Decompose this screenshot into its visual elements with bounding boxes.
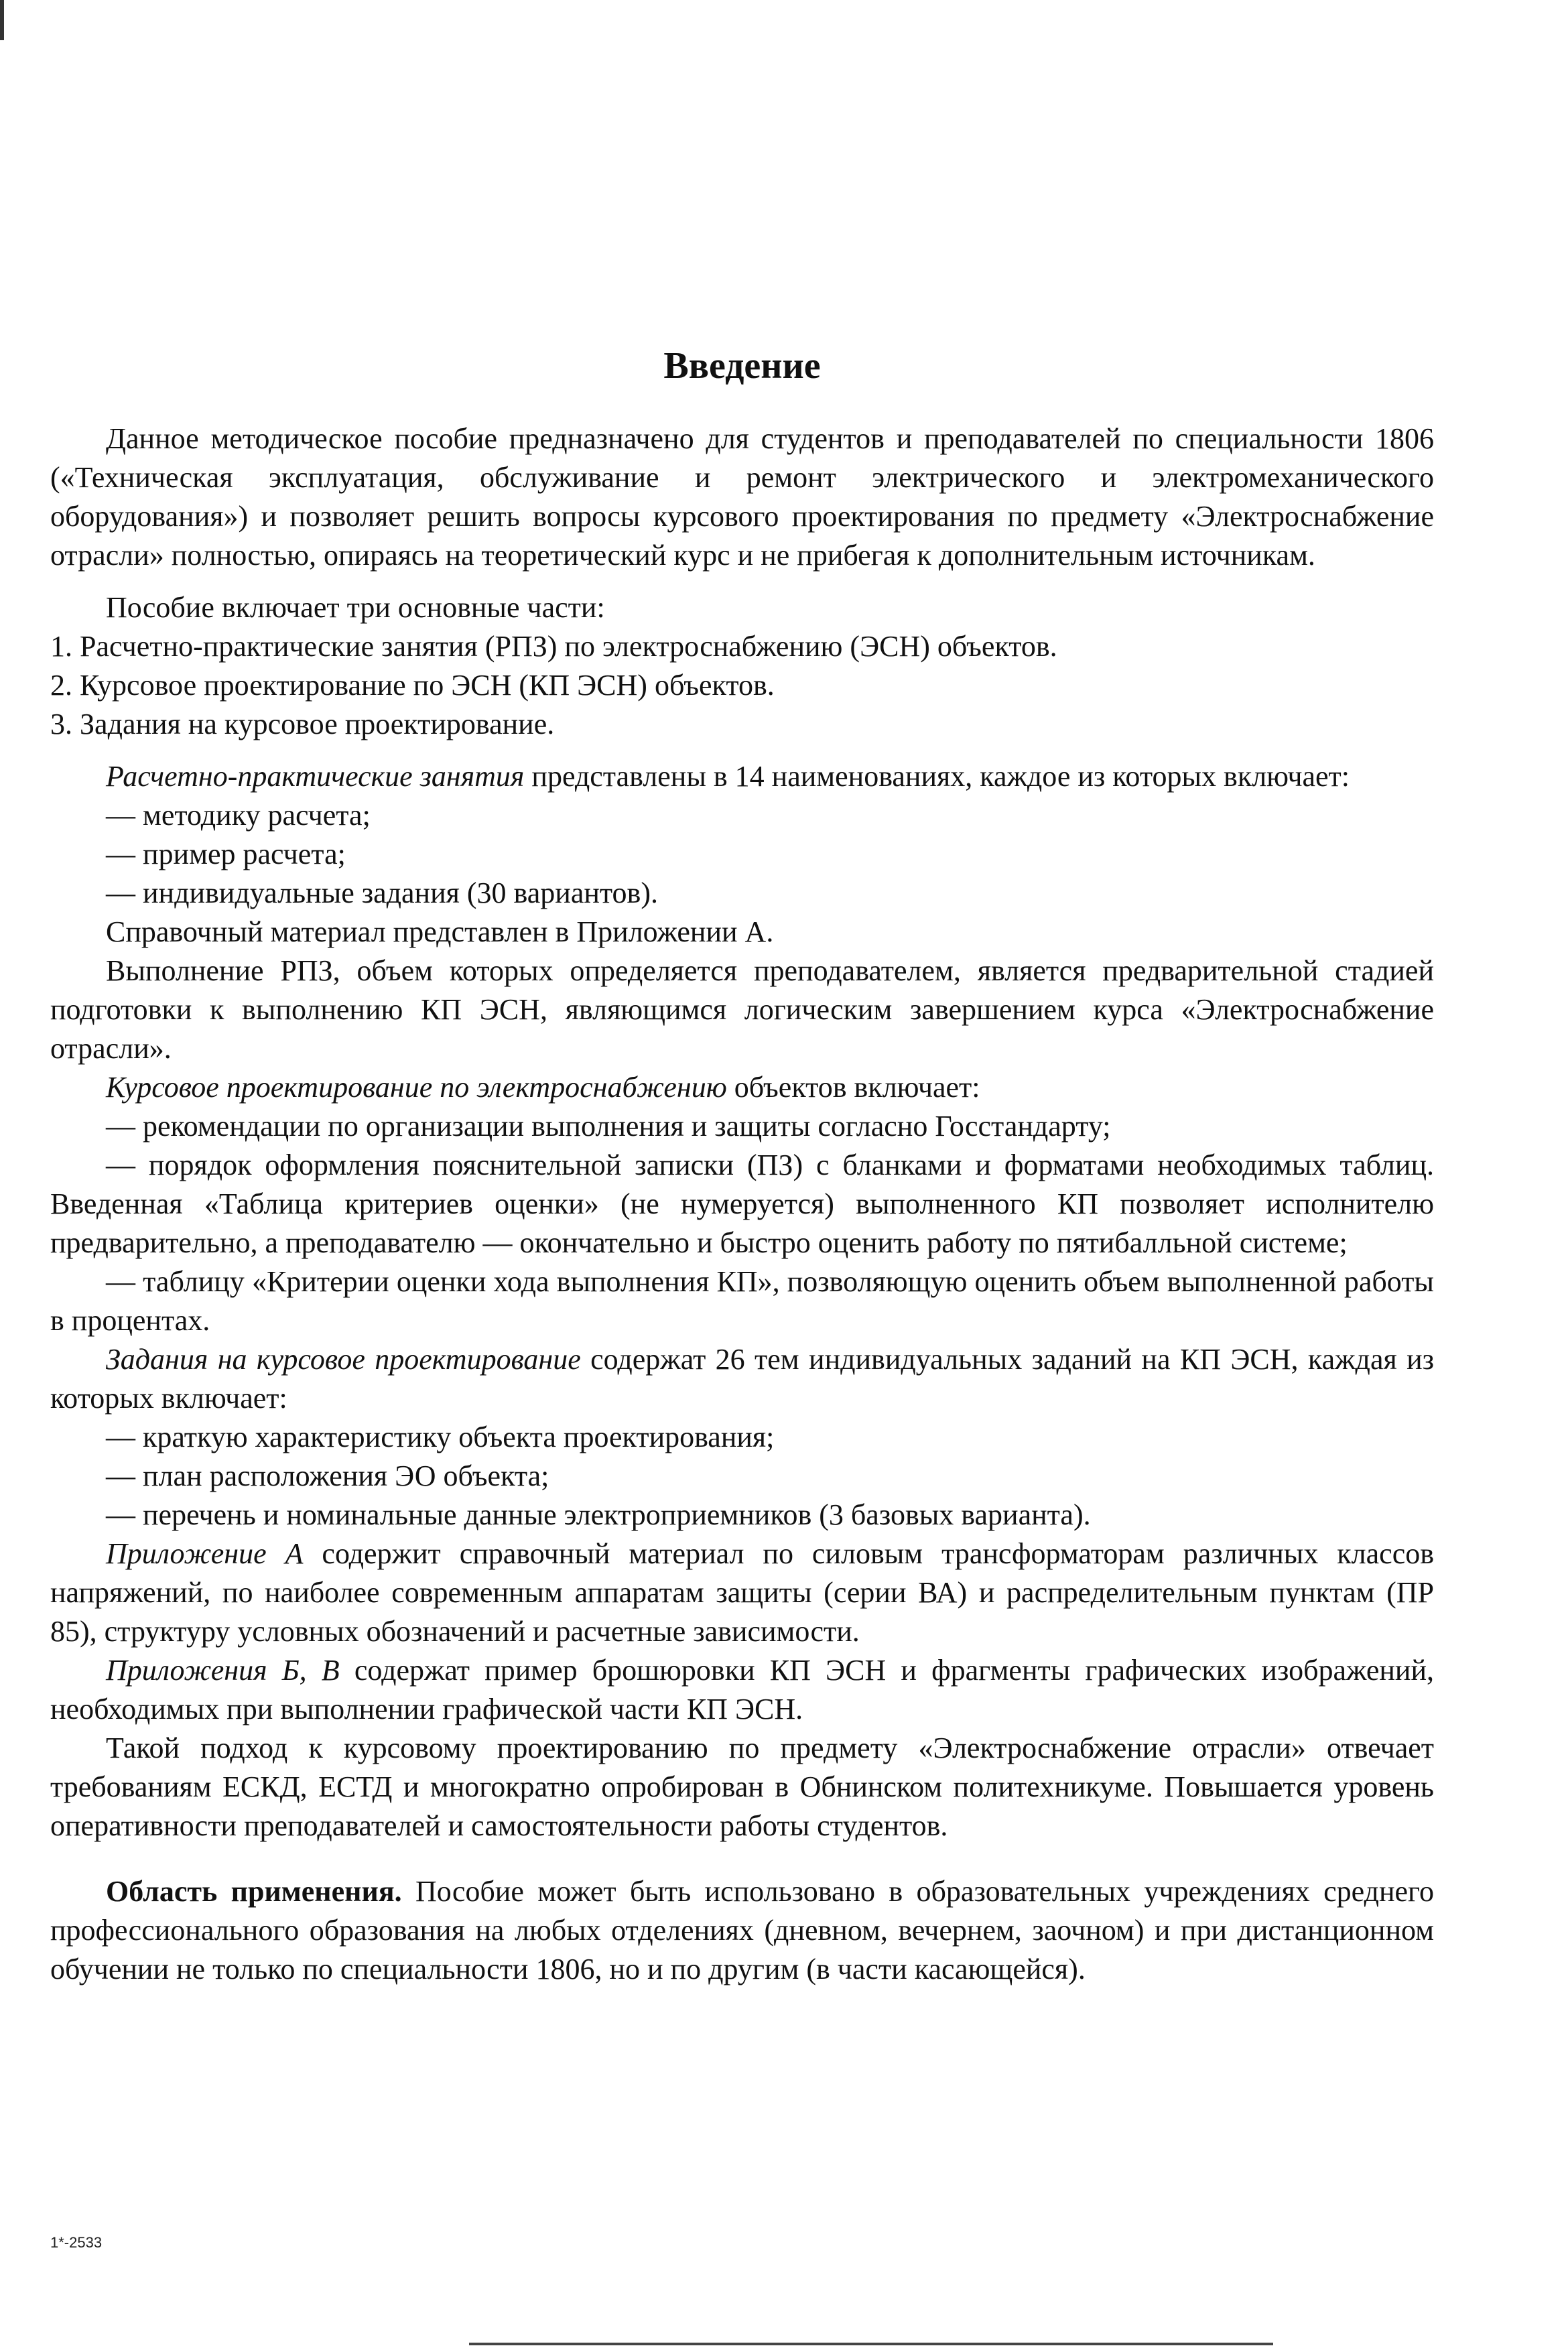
paragraph-kp: Курсовое проектирование по электроснабжению объектов включает: [106, 1071, 980, 1104]
paragraph-scope: Область применения. Пособие может быть использовано в образовательных учреждениях среднего профессионального образования на любых отделениях (дневном, вечернем, заочном) и при дистанционном обучении не только по специальности 1806, но и по другим (в части касающейся). [50, 1875, 1434, 1985]
list-item-kp-2: — порядок оформления пояснительной записки (ПЗ) с бланками и форматами необходимых таблиц. Введенная «Таблица критериев оценки» (не нумеруется) выполненного КП позволяет исполнителю предварительно, а преподавателю — окончательно и быстро оценить работу по пятибалльной системе; [50, 1149, 1434, 1259]
list-item-task-3: — перечень и номинальные данные электроприемников (3 базовых варианта). [106, 1498, 1091, 1531]
list-item-part-2: 2. Курсовое проектирование по ЭСН (КП ЭСН) объектов. [50, 669, 775, 702]
paragraph-rpz: Расчетно-практические занятия представлены в 14 наименованиях, каждое из которых включает: [106, 760, 1350, 793]
list-item-part-3: 3. Задания на курсовое проектирование. [50, 708, 555, 740]
list-item-task-1: — краткую характеристику объекта проектирования; [106, 1421, 775, 1453]
paragraph-intro: Данное методическое пособие предназначено для студентов и преподавателей по специальности 1806 («Техническая эксплуатация, обслуживание и ремонт электрического и электромеханического оборудования») и позволяет решить вопросы курсового проектирования по предмету «Электроснабжение отрасли» полностью, опираясь на теоретический курс и не прибегая к дополнительным источникам. [50, 422, 1434, 572]
paragraph-parts-intro: Пособие включает три основные части: [106, 591, 605, 624]
tasks-heading: Задания на курсовое проектирование [106, 1343, 581, 1376]
scan-edge-line [469, 2343, 1273, 2345]
paragraph-rpz-stage: Выполнение РПЗ, объем которых определяется преподавателем, является предварительной стадией подготовки к выполнению КП ЭСН, являющимся логическим завершением курса «Электроснабжение отрасли». [50, 954, 1434, 1065]
kp-heading: Курсовое проектирование по электроснабжению [106, 1071, 727, 1104]
list-item-rpz-3: — индивидуальные задания (30 вариантов). [106, 876, 658, 909]
appendix-bv-heading: Приложения Б, В [106, 1654, 340, 1687]
rpz-heading: Расчетно-практические занятия [106, 760, 525, 793]
scope-heading: Область применения. [106, 1875, 402, 1908]
paragraph-appendix-bv: Приложения Б, В содержат пример брошюровки КП ЭСН и фрагменты графических изображений, необходимых при выполнении графической части КП ЭСН. [50, 1654, 1434, 1725]
list-item-kp-3: — таблицу «Критерии оценки хода выполнения КП», позволяющую оценить объем выполненной работы в процентах. [50, 1265, 1434, 1337]
list-item-rpz-2: — пример расчета; [106, 838, 346, 870]
scan-edge-mark [0, 0, 4, 40]
list-item-kp-1: — рекомендации по организации выполнения и защиты согласно Госстандарту; [106, 1110, 1111, 1143]
paragraph-tasks: Задания на курсовое проектирование содержат 26 тем индивидуальных заданий на КП ЭСН, каждая из которых включает: [50, 1343, 1435, 1415]
page-title: Введение [663, 345, 821, 387]
appendix-a-heading: Приложение А [106, 1537, 304, 1570]
paragraph-appendix-a: Приложение А содержит справочный материал по силовым трансформаторам различных классов напряжений, по наиболее современным аппаратам защиты (серии ВА) и распределительным пунктам (ПР 85), структуру условных обозначений и расчетные зависимости. [50, 1537, 1435, 1648]
list-item-rpz-1: — методику расчета; [106, 799, 371, 832]
paragraph-approach: Такой подход к курсовому проектированию по предмету «Электроснабжение отрасли» отвечает требованиям ЕСКД, ЕСТД и многократно опробирован в Обнинском политехникуме. Повышается уровень оперативности преподавателей и самостоятельности работы студентов. [50, 1732, 1434, 1842]
page [50, 0, 1434, 2348]
list-item-part-1: 1. Расчетно-практические занятия (РПЗ) по электроснабжению (ЭСН) объектов. [50, 630, 1057, 663]
print-code: 1*-2533 [50, 2234, 103, 2251]
list-item-task-2: — план расположения ЭО объекта; [106, 1459, 549, 1492]
paragraph-reference: Справочный материал представлен в Приложении А. [106, 915, 774, 948]
document-body [50, 419, 1434, 1989]
